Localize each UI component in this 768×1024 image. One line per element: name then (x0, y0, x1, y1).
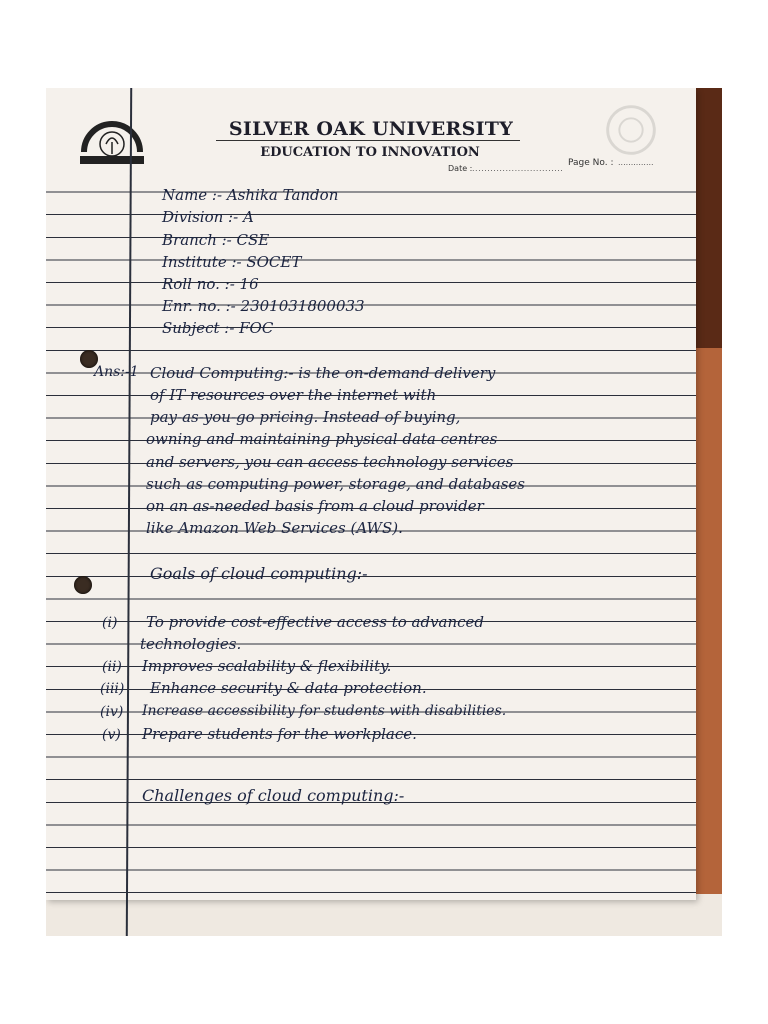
goal-item: Prepare students for the workplace. (142, 725, 417, 743)
goal-item: technologies. (140, 635, 242, 653)
goal-marker: (v) (102, 727, 121, 743)
student-enrollment: Enr. no. :- 2301031800033 (162, 297, 365, 315)
goal-item: Increase accessibility for students with disabilities. (142, 703, 507, 719)
date-label: Date : (448, 164, 473, 173)
student-division: Division :- A (162, 208, 254, 226)
university-logo-icon (76, 114, 148, 170)
page-number-field: .............. (618, 158, 654, 167)
goal-marker: (iii) (100, 681, 125, 697)
answer-line: of IT resources over the internet with (150, 386, 437, 404)
answer-marker: Ans:-1 (94, 364, 139, 380)
answer-line: pay-as-you-go pricing. Instead of buying, (150, 408, 461, 426)
goal-marker: (i) (102, 615, 118, 631)
university-tagline: EDUCATION TO INNOVATION (260, 145, 480, 160)
student-branch: Branch :- CSE (162, 231, 270, 249)
goal-marker: (iv) (100, 704, 124, 720)
challenges-heading: Challenges of cloud computing:- (142, 786, 405, 805)
watermark-logo-icon (596, 102, 666, 158)
university-name: SILVER OAK UNIVERSITY (228, 118, 514, 140)
goal-item: Enhance security & data protection. (150, 679, 427, 697)
answer-line: and servers, you can access technology services (146, 453, 514, 471)
goal-item: To provide cost-effective access to advanced (146, 613, 485, 631)
title-rule (216, 140, 520, 141)
student-name: Name :- Ashika Tandon (162, 186, 339, 204)
date-field: .............................. (472, 164, 564, 173)
answer-line: on an as-needed basis from a cloud provider (146, 497, 484, 515)
answer-line: such as computing power, storage, and databases (146, 475, 525, 493)
answer-line: Cloud Computing:- is the on-demand delivery (150, 364, 496, 382)
goals-heading: Goals of cloud computing:- (150, 564, 368, 583)
punch-hole (74, 576, 92, 594)
answer-line: owning and maintaining physical data centres (146, 430, 498, 448)
student-institute: Institute :- SOCET (162, 253, 302, 271)
page-number-label: Page No. : (568, 158, 614, 168)
goal-item: Improves scalability & flexibility. (142, 657, 392, 675)
goal-marker: (ii) (102, 659, 122, 675)
underlying-sheet (46, 894, 722, 936)
student-roll: Roll no. :- 16 (162, 275, 259, 293)
photo-frame (46, 88, 722, 936)
margin-line (126, 88, 132, 936)
student-subject: Subject :- FOC (162, 319, 274, 337)
notebook-sheet (46, 88, 696, 900)
answer-line: like Amazon Web Services (AWS). (146, 519, 403, 537)
